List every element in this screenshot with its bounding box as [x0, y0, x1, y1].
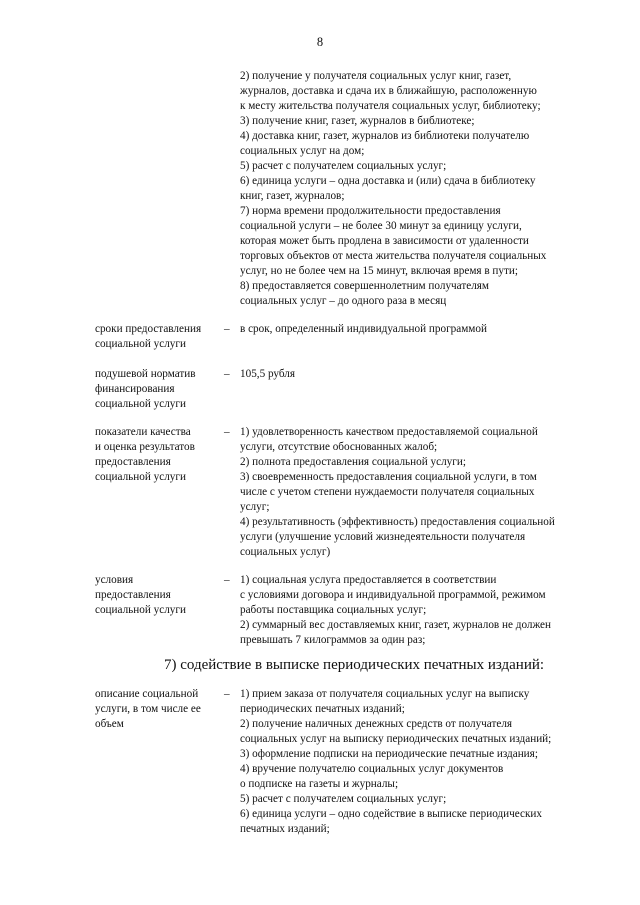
row-label-line: подушевой норматив	[95, 368, 196, 380]
row-label-line: описание социальной	[95, 688, 199, 700]
top-block-line: услуг, но не более чем на 15 минут, включая время в пути;	[240, 265, 518, 277]
row-text-line: числе с учетом степени нуждаемости получателя социальных	[240, 486, 535, 498]
row-label-line: услуги, в том числе ее	[95, 703, 201, 715]
row-text-line: в срок, определенный индивидуальной программой	[240, 323, 487, 335]
row-text-line: 5) расчет с получателем социальных услуг;	[240, 793, 447, 805]
row-label-line: предоставления	[95, 589, 171, 601]
top-block-line: журналов, доставка и сдача их в ближайшую, расположенную	[240, 85, 537, 97]
top-block-line: 6) единица услуги – одна доставка и (или) сдача в библиотеку	[240, 175, 536, 187]
row-text-line: 2) полнота предоставления социальной услуги;	[240, 456, 466, 468]
row-text-line: социальных услуг)	[240, 546, 331, 558]
row-text-line: о подписке на газеты и журналы;	[240, 778, 399, 790]
row-text-line: 1) прием заказа от получателя социальных услуг на выписку	[240, 688, 530, 700]
top-block-line: 7) норма времени продолжительности предоставления	[240, 205, 501, 217]
row-label-line: условия	[95, 574, 134, 586]
row-text-line: услуги (улучшение условий жизнедеятельности получателя	[240, 531, 526, 543]
page-number: 8	[316, 35, 324, 49]
top-block-line: которая может быть продлена в зависимости от удаленности	[240, 235, 529, 247]
row-text-line: услуг;	[240, 501, 270, 513]
top-block-line: 2) получение у получателя социальных услуг книг, газет,	[240, 70, 512, 82]
row-text-line: периодических печатных изданий;	[240, 703, 405, 715]
row-text-line: 4) результативность (эффективность) предоставления социальной	[240, 516, 555, 528]
top-block-line: 8) предоставляется совершеннолетним получателям	[240, 280, 489, 292]
row-text-line: услуги, отсутствие обоснованных жалоб;	[240, 441, 438, 453]
row-label-line: и оценка результатов	[95, 441, 195, 453]
row-label-line: социальной услуги	[95, 471, 186, 483]
top-block-line: социальной услуги – не более 30 минут за единицу услуги,	[240, 220, 522, 232]
section-heading: 7) содействие в выписке периодических печатных изданий:	[164, 657, 545, 673]
top-block-line: социальных услуг на дом;	[240, 145, 365, 157]
row-text-line: 1) социальная услуга предоставляется в соответствии	[240, 574, 497, 586]
row-dash: –	[224, 368, 230, 380]
row-label-line: объем	[95, 718, 124, 730]
row-text-line: 4) вручение получателю социальных услуг документов	[240, 763, 504, 775]
row-label-line: социальной услуги	[95, 604, 186, 616]
row-text-line: 2) суммарный вес доставляемых книг, газет, журналов не должен	[240, 619, 552, 631]
row-text-line: 105,5 рубля	[240, 368, 296, 380]
row-label-line: сроки предоставления	[95, 323, 202, 335]
row-text-line: 3) своевременность предоставления социальной услуги, в том	[240, 471, 537, 483]
row-dash: –	[224, 426, 230, 438]
row-text-line: работы поставщика социальных услуг;	[240, 604, 427, 616]
row-text-line: превышать 7 килограммов за один раз;	[240, 634, 426, 646]
top-block-line: книг, газет, журналов;	[240, 190, 345, 202]
row-label-line: социальной услуги	[95, 338, 186, 350]
row-label-line: предоставления	[95, 456, 171, 468]
row-dash: –	[224, 574, 230, 586]
row-dash: –	[224, 688, 230, 700]
row-text-line: 2) получение наличных денежных средств от получателя	[240, 718, 513, 730]
top-block-line: торговых объектов от места жительства получателя социальных	[240, 250, 547, 262]
top-block-line: 5) расчет с получателем социальных услуг;	[240, 160, 447, 172]
row-text-line: 1) удовлетворенность качеством предоставляемой социальной	[240, 426, 538, 438]
row-label-line: финансирования	[95, 383, 175, 395]
row-label-line: показатели качества	[95, 426, 191, 438]
row-label-line: социальной услуги	[95, 398, 186, 410]
row-dash: –	[224, 323, 230, 335]
top-block-line: к месту жительства получателя социальных услуг, библиотеку;	[240, 100, 541, 112]
top-block-line: 3) получение книг, газет, журналов в библиотеке;	[240, 115, 475, 127]
row-text-line: печатных изданий;	[240, 823, 330, 835]
top-block-line: социальных услуг – до одного раза в месяц	[240, 295, 447, 307]
row-text-line: социальных услуг на выписку периодических печатных изданий;	[240, 733, 552, 745]
row-text-line: с условиями договора и индивидуальной программой, режимом	[240, 589, 546, 601]
row-text-line: 6) единица услуги – одно содействие в выписке периодических	[240, 808, 543, 820]
top-block-line: 4) доставка книг, газет, журналов из библиотеки получателю	[240, 130, 530, 142]
row-text-line: 3) оформление подписки на периодические печатные издания;	[240, 748, 538, 760]
